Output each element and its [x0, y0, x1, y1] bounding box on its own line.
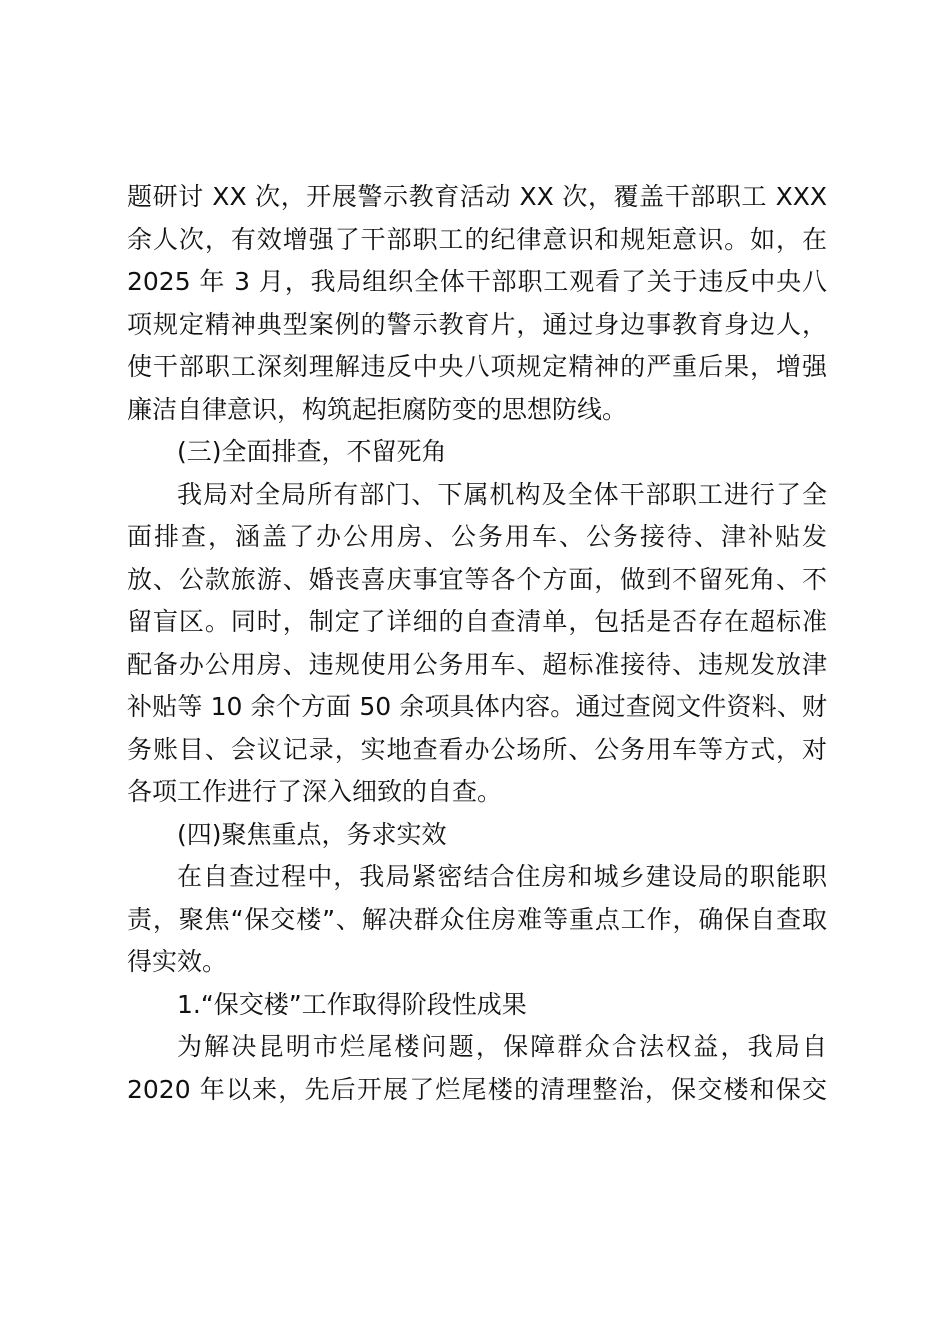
paragraph-line: 留盲区。同时，制定了详细的自查清单，包括是否存在超标准 [127, 607, 827, 636]
paragraph-line: 2020 年以来，先后开展了烂尾楼的清理整治，保交楼和保交 [127, 1074, 827, 1104]
section-heading: (四)聚焦重点，务求实效 [177, 819, 447, 849]
paragraph-line: 为解决昆明市烂尾楼问题，保障群众合法权益，我局自 [177, 1032, 827, 1061]
paragraph-line: 题研讨 XX 次，开展警示教育活动 XX 次，覆盖干部职工 XXX [127, 182, 827, 211]
paragraph-line: 放、公款旅游、婚丧喜庆事宜等各个方面，做到不留死角、不 [127, 564, 827, 594]
paragraph-line: 责，聚焦“保交楼”、解决群众住房难等重点工作，确保自查取 [127, 904, 827, 934]
paragraph-line: 2025 年 3 月，我局组织全体干部职工观看了关于违反中央八 [127, 267, 827, 296]
paragraph-line: 得实效。 [127, 947, 228, 976]
paragraph-line: 配备办公用房、违规使用公务用车、超标准接待、违规发放津 [127, 649, 827, 679]
paragraph-line: 项规定精神典型案例的警示教育片，通过身边事教育身边人， [127, 309, 827, 339]
paragraph-line: 面排查，涵盖了办公用房、公务用车、公务接待、津补贴发 [127, 522, 827, 551]
paragraph-line: 补贴等 10 余个方面 50 余项具体内容。通过查阅文件资料、财 [127, 692, 827, 721]
paragraph-line: 余人次，有效增强了干部职工的纪律意识和规矩意识。如，在 [127, 224, 827, 254]
paragraph-line: 各项工作进行了深入细致的自查。 [127, 777, 503, 806]
paragraph-line: 使干部职工深刻理解违反中央八项规定精神的严重后果，增强 [127, 352, 827, 381]
document-body [127, 176, 827, 1111]
paragraph-line: 廉洁自律意识，构筑起拒腐防变的思想防线。 [127, 394, 628, 424]
paragraph-line: 我局对全局所有部门、下属机构及全体干部职工进行了全 [177, 479, 827, 509]
section-heading: (三)全面排查，不留死角 [177, 437, 447, 466]
subsection-heading: 1.“保交楼”工作取得阶段性成果 [177, 989, 527, 1019]
paragraph-line: 在自查过程中，我局紧密结合住房和城乡建设局的职能职 [177, 862, 827, 891]
paragraph-line: 务账目、会议记录，实地查看办公场所、公务用车等方式，对 [127, 734, 827, 764]
